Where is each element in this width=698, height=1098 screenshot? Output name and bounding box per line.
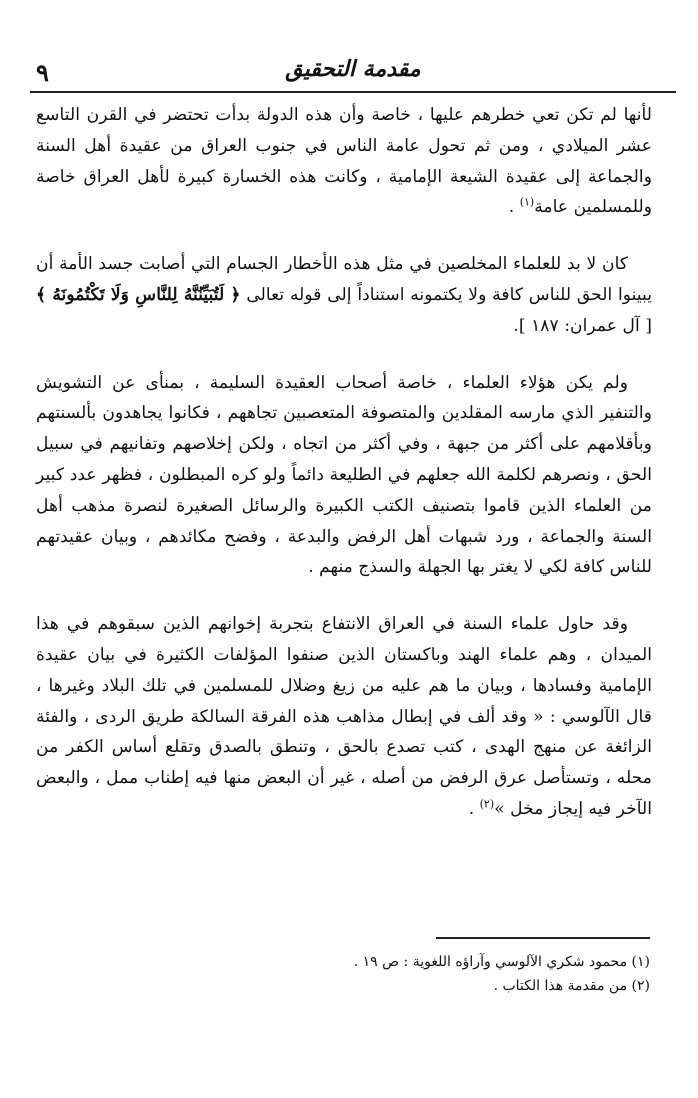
footnote-1: (١) محمود شكري الآلوسي وآراؤه اللغوية : ص ١٩ .: [353, 954, 650, 970]
page-number: ٩: [36, 58, 49, 87]
body-text: [36, 100, 652, 851]
footnotes: [90, 950, 650, 998]
paragraph-4-end: .: [468, 798, 480, 819]
footnote-ref-1: (١): [519, 195, 535, 209]
paragraph-2-text-b: [ آل عمران: ١٨٧ ].: [513, 315, 652, 336]
page-header: [30, 52, 676, 92]
footnote-ref-2: (٢): [479, 797, 495, 811]
header-rule: [30, 91, 676, 93]
running-head-title: مقدمة التحقيق: [285, 56, 421, 82]
paragraph-2-text-a: كان لا بد للعلماء المخلصين في مثل هذه الأخطار الجسام التي أصابت جسد الأمة أن يبينوا الحق للناس كافة ولا يكتمونه استناداً إلى قوله تعالى: [36, 254, 653, 305]
paragraph-4: [36, 609, 652, 825]
paragraph-1-text: لأنها لم تكن تعي خطرهم عليها ، خاصة وأن هذه الدولة بدأت تحتضر في القرن التاسع عشر الميلادي ، ومن ثم تحول عامة الناس في جنوب العراق من عقيدة أهل السنة والجماعة إلى عقيدة الشيعة الإمامية ، وكانت هذه الخسارة كبيرة لأهل العراق خاصة وللمسلمين عامة: [36, 105, 652, 218]
paragraph-2: [36, 249, 652, 341]
paragraph-1-end: .: [508, 197, 520, 218]
footnote-rule: [436, 937, 650, 939]
paragraph-1: [36, 100, 652, 223]
paragraph-3: ولم يكن هؤلاء العلماء ، خاصة أصحاب العقيدة السليمة ، بمنأى عن التشويش والتنفير الذي مارسه المقلدين والمتصوفة المتعصبين تجاههم ، فكانوا يجاهدون بألسنتهم وبأقلامهم على أكثر من جبهة ، وفي أكثر من اتجاه ، ولكن إخلاصهم وتفانيهم في سبيل الحق ، ونصرهم لكلمة الله جعلهم في الطليعة دائماً ولو كره المبطلون ، فظهر عدد كبير من العلماء الذين قاموا بتصنيف الكتب الكبيرة والرسائل الصغيرة لنصرة مذهب أهل السنة والجماعة ، ورد شبهات أهل الرفض والبدعة ، وفضح مكائدهم ، وبيان عقيدتهم للناس كافة لكي لا يغتر بها الجهلة والسذج منهم .: [36, 372, 652, 578]
paragraph-4-text: وقد حاول علماء السنة في العراق الانتفاع بتجربة إخوانهم الذين سبقوهم في هذا الميدان ، وهم علماء الهند وباكستان الذين صنفوا المؤلفات الكثيرة في بيان عقيدة الإمامية وفسادها ، وبيان ما هم عليه من زيغ وضلال للمسلمين في تلك البلاد وغيرها ، قال الآلوسي : « وقد ألف في إبطال مذاهب هذه الفرقة السالكة طريق الردى ، والفئة الزائغة عن منهج الهدى ، كتب تصدع بالحق ، وتنطق بالصدق وتقلع أساس الكفر من محله ، وتستأصل عرق الرفض من أصله ، غير أن البعض منها فيه إطناب ممل ، والبعض الآخر فيه إيجاز مخل »: [36, 614, 652, 819]
footnote-2: (٢) من مقدمة هذا الكتاب .: [493, 978, 650, 994]
quran-verse: ﴿ لَتُبَيِّنُنَّهُ لِلنَّاسِ وَلَا تَكْتُمُونَهُ ﴾: [36, 284, 241, 305]
